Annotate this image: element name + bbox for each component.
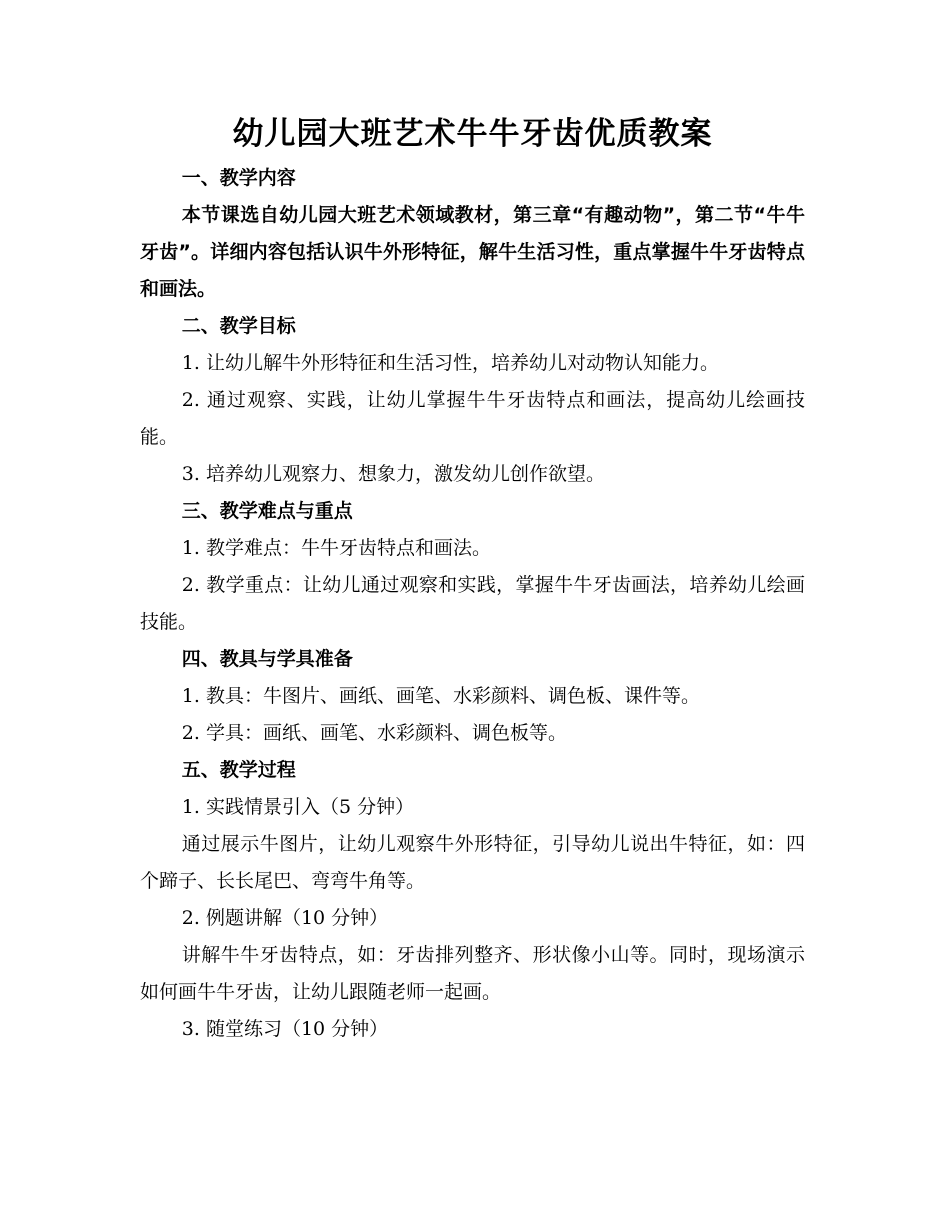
goal-item-1: 1. 让幼儿解牛外形特征和生活习性，培养幼儿对动物认知能力。 — [181, 352, 719, 374]
materials-item-2: 2. 学具：画纸、画笔、水彩颜料、调色板等。 — [181, 722, 567, 744]
process-step-2: 2. 例题讲解（10 分钟） — [181, 907, 389, 929]
process-step-3: 3. 随堂练习（10 分钟） — [181, 1018, 389, 1040]
section-heading-content: 一、教学内容 — [181, 167, 296, 189]
key-point-item-1: 1. 教学难点：牛牛牙齿特点和画法。 — [181, 537, 491, 559]
key-point-item-2: 2. 教学重点：让幼儿通过观察和实践，掌握牛牛牙齿画法，培养幼儿绘画技能。 — [140, 574, 805, 633]
goal-item-2: 2. 通过观察、实践，让幼儿掌握牛牛牙齿特点和画法，提高幼儿绘画技能。 — [140, 389, 805, 448]
goal-item-3: 3. 培养幼儿观察力、想象力，激发幼儿创作欲望。 — [181, 463, 605, 485]
section-heading-process: 五、教学过程 — [181, 759, 296, 781]
content-paragraph: 本节课选自幼儿园大班艺术领域教材，第三章“有趣动物”，第二节“牛牛牙齿”。详细内容包括认识牛外形特征，解牛生活习性，重点掌握牛牛牙齿特点和画法。 — [140, 204, 805, 300]
process-step-2-body: 讲解牛牛牙齿特点，如：牙齿排列整齐、形状像小山等。同时，现场演示如何画牛牛牙齿，让幼儿跟随老师一起画。 — [140, 944, 805, 1003]
process-step-1: 1. 实践情景引入（5 分钟） — [181, 796, 415, 818]
document-title: 幼儿园大班艺术牛牛牙齿优质教案 — [232, 116, 713, 152]
document-page — [140, 108, 805, 1048]
process-step-1-body: 通过展示牛图片，让幼儿观察牛外形特征，引导幼儿说出牛特征，如：四个蹄子、长长尾巴、弯弯牛角等。 — [140, 833, 805, 892]
materials-item-1: 1. 教具：牛图片、画纸、画笔、水彩颜料、调色板、课件等。 — [181, 685, 700, 707]
section-heading-goals: 二、教学目标 — [181, 315, 296, 337]
section-heading-materials: 四、教具与学具准备 — [181, 648, 353, 670]
section-heading-key-points: 三、教学难点与重点 — [181, 500, 353, 522]
